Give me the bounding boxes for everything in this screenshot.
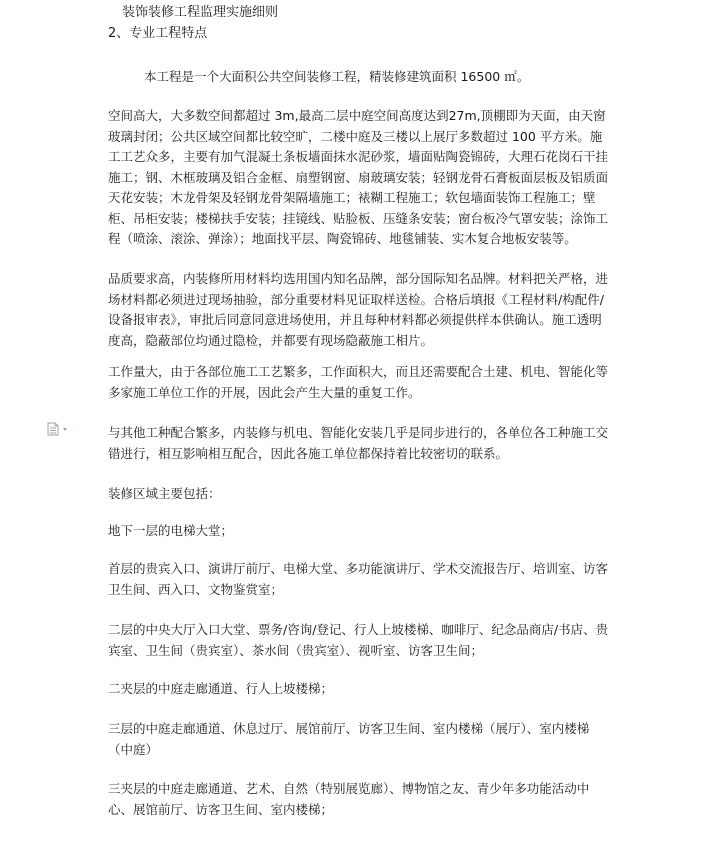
- paragraph-overview: 本工程是一个大面积公共空间装修工程，精装修建筑面积 16500 ㎡。: [144, 69, 530, 84]
- paragraph-third-mezzanine: 三夹层的中庭走廊通道、艺术、自然（特别展览廊）、博物馆之友、青少年多功能活动中心、展馆前厅、访客卫生间、室内楼梯；: [108, 781, 590, 817]
- paragraph-space-and-process: 空间高大，大多数空间都超过 3m,最高二层中庭空间高度达到27m,顶棚即为天面，由天窗玻璃封闭；公共区域空间都比较空旷，二楼中庭及三楼以上展厅多数超过 100 平方米。施工工艺众多，主要有加气混凝土条板墙面抹水泥砂浆，墙面贴陶瓷锦砖，大理石花岗石干挂施工；钢、木框玻璃及铝合金框、扇塑钢窗、扇玻璃安装；轻钢龙骨石膏板面层板及铝质面天花安装；木龙骨架及轻钢龙骨架隔墙施工；裱糊工程施工；软包墙面装饰工程施工；壁柜、吊柜安装；楼梯扶手安装；挂镜线、贴脸板、压缝条安装；窗台板冷气罩安装；涂饰工程（喷涂、滚涂、弹涂）；地面找平层、陶瓷锦砖、地毯铺装、实木复合地板安装等。: [108, 108, 609, 246]
- paragraph-coordination-text: 与其他工种配合繁多，内装修与机电、智能化安装几乎是同步进行的，各单位各工种施工交错进行，相互影响相互配合，因此各施工单位都保持着比较密切的联系。: [108, 425, 609, 461]
- paragraph-coordination[interactable]: [108, 423, 610, 464]
- paragraph-second-mezzanine: 二夹层的中庭走廊通道、行人上坡楼梯；: [108, 681, 334, 696]
- paragraph-areas-intro: 装修区域主要包括：: [108, 486, 221, 501]
- paragraph-workload: 工作量大，由于各部位施工工艺繁多，工作面积大，而且还需要配合土建、机电、智能化等多家施工单位工作的开展，因此会产生大量的重复工作。: [108, 364, 609, 400]
- paragraph-third-floor: 三层的中庭走廊通道、休息过厅、展馆前厅、访客卫生间、室内楼梯（展厅）、室内楼梯（中庭）: [108, 721, 590, 757]
- paragraph-quality: 品质要求高，内装修所用材料均选用国内知名品牌，部分国际知名品牌。材料把关严格，进场材料都必须进过现场抽验，部分重要材料见证取样送检。合格后填报《工程材料/构配件/设备报审表》，审批后同意同意进场使用，并且每种材料都必须提供样本供确认。施工透明度高，隐蔽部位均通过隐检，并都要有现场隐蔽施工相片。: [108, 271, 609, 348]
- paragraph-basement: 地下一层的电梯大堂；: [108, 523, 234, 538]
- paragraph-first-floor: 首层的贵宾入口、演讲厅前厅、电梯大堂、多功能演讲厅、学术交流报告厅、培训室、访客卫生间、西入口、文物鉴赏室；: [108, 561, 609, 597]
- section-heading: 2、专业工程特点: [108, 26, 208, 41]
- paragraph-second-floor: 二层的中央大厅入口大堂、票务/咨询/登记、行人上坡楼梯、咖啡厅、纪念品商店/书店、贵宾室、卫生间（贵宾室）、茶水间（贵宾室）、视听室、访客卫生间；: [108, 622, 609, 658]
- document-icon[interactable]: [46, 421, 72, 435]
- document-header-title: 装饰装修工程监理实施细则: [122, 5, 279, 20]
